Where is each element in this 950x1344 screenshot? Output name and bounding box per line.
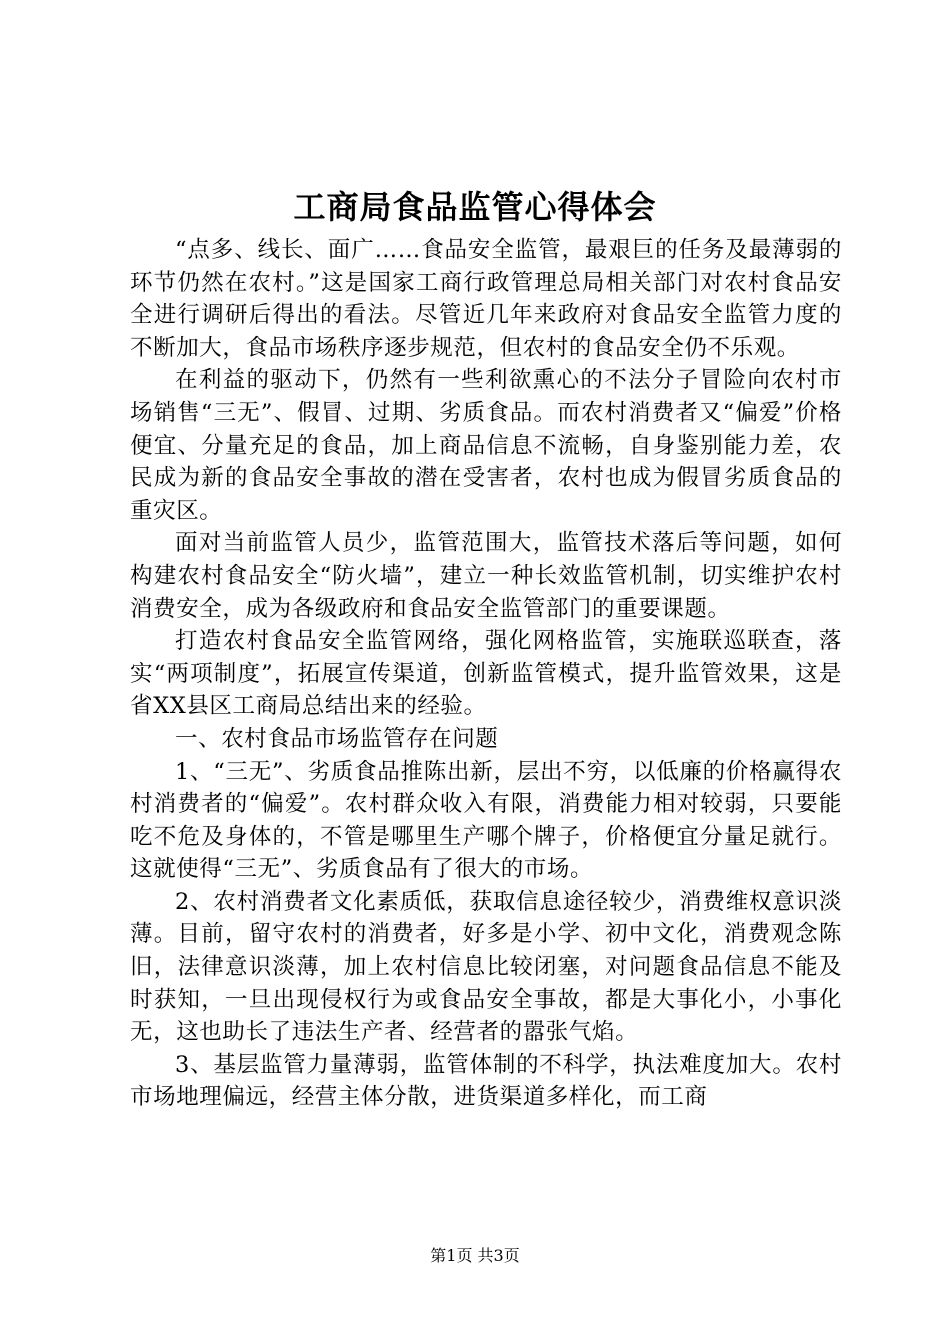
document-body <box>130 234 842 1114</box>
paragraph: 2、农村消费者文化素质低，获取信息途径较少，消费维权意识淡薄。目前，留守农村的消费者，好多是小学、初中文化，消费观念陈旧，法律意识淡薄，加上农村信息比较闭塞，对问题食品信息不能及时获知，一旦出现侵权行为或食品安全事故，都是大事化小，小事化无，这也助长了违法生产者、经营者的嚣张气焰。 <box>130 888 842 1046</box>
paragraph: 面对当前监管人员少，监管范围大，监管技术落后等问题，如何构建农村食品安全“防火墙”，建立一种长效监管机制，切实维护农村消费安全，成为各级政府和食品安全监管部门的重要课题。 <box>130 530 842 622</box>
page-footer: 第1页 共3页 <box>430 1246 520 1265</box>
paragraph: 3、基层监管力量薄弱，监管体制的不科学，执法难度加大。农村市场地理偏远，经营主体分散，进货渠道多样化，而工商 <box>130 1051 842 1111</box>
paragraph: 1、“三无”、劣质食品推陈出新，层出不穷，以低廉的价格赢得农村消费者的“偏爱”。农村群众收入有限，消费能力相对较弱，只要能吃不危及身体的，不管是哪里生产哪个牌子，价格便宜分量足就行。这就使得“三无”、劣质食品有了很大的市场。 <box>130 758 842 883</box>
section-heading: 一、农村食品市场监管存在问题 <box>175 725 499 752</box>
paragraph: 在利益的驱动下，仍然有一些利欲熏心的不法分子冒险向农村市场销售“三无”、假冒、过期、劣质食品。而农村消费者又“偏爱”价格便宜、分量充足的食品，加上商品信息不流畅，自身鉴别能力差，农民成为新的食品安全事故的潜在受害者，农村也成为假冒劣质食品的重灾区。 <box>130 367 842 524</box>
paragraph: 打造农村食品安全监管网络，强化网格监管，实施联巡联查，落实“两项制度”，拓展宣传渠道，创新监管模式，提升监管效果，这是省XX县区工商局总结出来的经验。 <box>130 628 842 720</box>
paragraph: “点多、线长、面广……食品安全监管，最艰巨的任务及最薄弱的环节仍然在农村。”这是国家工商行政管理总局相关部门对农村食品安全进行调研后得出的看法。尽管近几年来政府对食品安全监管力度的不断加大，食品市场秩序逐步规范，但农村的食品安全仍不乐观。 <box>130 237 842 361</box>
document-title: 工商局食品监管心得体会 <box>293 188 657 226</box>
